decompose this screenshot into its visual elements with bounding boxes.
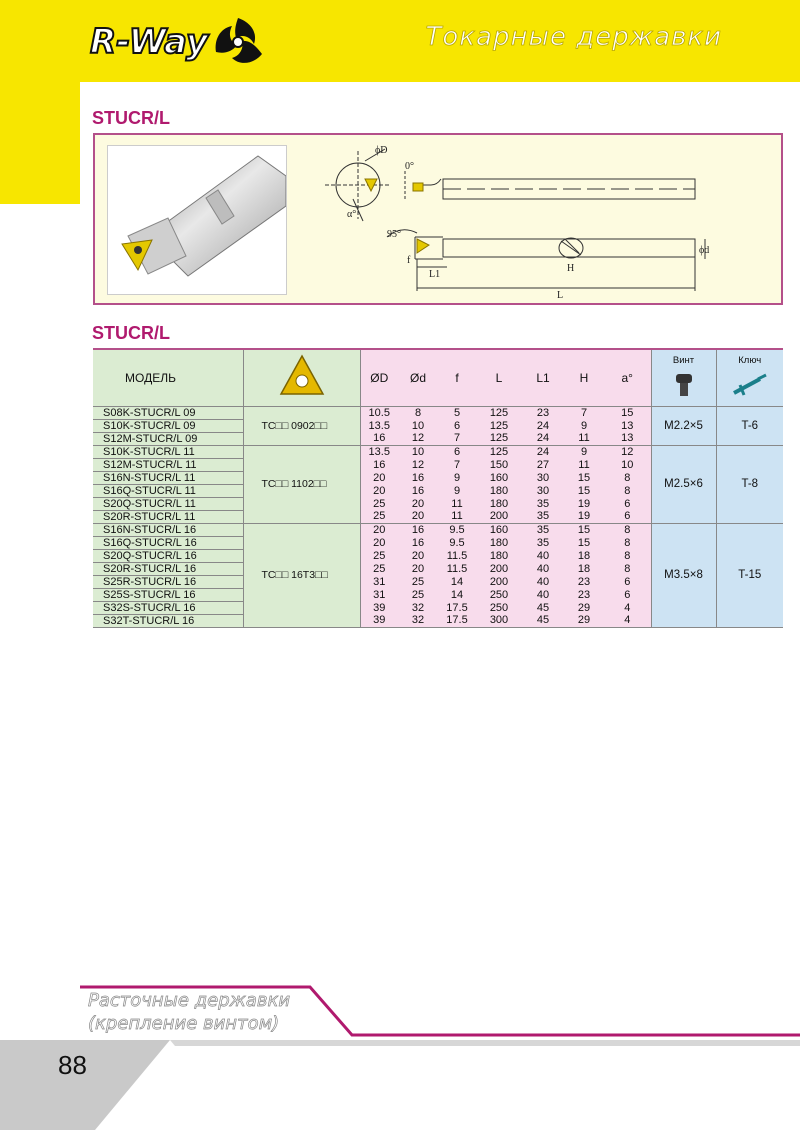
dim-cell-L1: 24: [522, 445, 564, 458]
dim-cell-f: 9: [438, 484, 476, 497]
dim-cell-a: 4: [604, 614, 651, 627]
model-cell: S12M-STUCR/L 11: [93, 458, 243, 471]
model-cell: S10K-STUCR/L 11: [93, 445, 243, 458]
dim-cell-L: 180: [476, 536, 522, 549]
screw-icon: [674, 373, 694, 397]
model-cell: S25R-STUCR/L 16: [93, 575, 243, 588]
header-f: f: [438, 349, 476, 406]
table-row: [93, 406, 783, 419]
header-insert-image: [243, 349, 360, 406]
dim-cell-a: 6: [604, 497, 651, 510]
dim-cell-f: 7: [438, 432, 476, 445]
dim-cell-f: 17.5: [438, 614, 476, 627]
dim-cell-L1: 35: [522, 510, 564, 523]
label-zero-deg: 0°: [405, 161, 414, 172]
dim-cell-D: 20: [360, 536, 398, 549]
footer-gray-band: [0, 1040, 800, 1130]
boring-bar-image: [108, 146, 286, 294]
dim-cell-L: 200: [476, 510, 522, 523]
dim-cell-H: 18: [564, 562, 604, 575]
dim-cell-L1: 35: [522, 523, 564, 536]
dim-cell-D: 39: [360, 614, 398, 627]
dim-cell-D: 25: [360, 562, 398, 575]
dim-cell-L1: 40: [522, 575, 564, 588]
dim-cell-d: 32: [398, 601, 438, 614]
dim-cell-D: 39: [360, 601, 398, 614]
dim-cell-d: 10: [398, 445, 438, 458]
dim-cell-a: 12: [604, 445, 651, 458]
header-key-label: Ключ: [738, 355, 762, 367]
dim-cell-d: 16: [398, 484, 438, 497]
label-95-deg: 95°: [387, 229, 401, 240]
dim-cell-f: 9: [438, 471, 476, 484]
label-L: L: [557, 290, 564, 301]
dim-cell-L: 250: [476, 601, 522, 614]
dim-cell-a: 13: [604, 432, 651, 445]
model-cell: S12M-STUCR/L 09: [93, 432, 243, 445]
brand-emblem-icon: [210, 14, 266, 70]
dim-cell-H: 15: [564, 536, 604, 549]
dim-cell-L1: 24: [522, 432, 564, 445]
label-L1: L1: [429, 269, 441, 280]
model-cell: S20R-STUCR/L 16: [93, 562, 243, 575]
dim-cell-a: 8: [604, 471, 651, 484]
model-cell: S20R-STUCR/L 11: [93, 510, 243, 523]
dim-cell-D: 13.5: [360, 419, 398, 432]
model-cell: S16N-STUCR/L 16: [93, 523, 243, 536]
dim-cell-a: 15: [604, 406, 651, 419]
dim-cell-a: 8: [604, 484, 651, 497]
dim-cell-L1: 40: [522, 562, 564, 575]
dim-cell-L1: 45: [522, 601, 564, 614]
header-key: [716, 349, 783, 406]
dim-cell-L: 300: [476, 614, 522, 627]
header-screw-label: Винт: [672, 355, 695, 367]
dim-cell-D: 13.5: [360, 445, 398, 458]
dim-cell-a: 8: [604, 523, 651, 536]
dim-cell-f: 14: [438, 588, 476, 601]
dim-cell-L1: 23: [522, 406, 564, 419]
dim-cell-f: 5: [438, 406, 476, 419]
dim-cell-a: 6: [604, 575, 651, 588]
header-model: МОДЕЛЬ: [93, 349, 243, 406]
spec-table: [93, 348, 783, 628]
dim-cell-a: 4: [604, 601, 651, 614]
torx-key-icon: [730, 373, 770, 397]
header-side-band: [0, 82, 80, 204]
dim-cell-f: 17.5: [438, 601, 476, 614]
dim-cell-d: 16: [398, 471, 438, 484]
dim-cell-L: 250: [476, 588, 522, 601]
dim-cell-H: 19: [564, 510, 604, 523]
header-D: ØD: [360, 349, 398, 406]
dim-cell-d: 25: [398, 588, 438, 601]
table-row: [93, 523, 783, 536]
dim-cell-D: 31: [360, 588, 398, 601]
footer-line2: (крепление винтом): [88, 1013, 280, 1034]
screw-cell: M3.5×8: [651, 523, 716, 627]
dim-cell-L: 180: [476, 497, 522, 510]
insert-icon: [279, 354, 325, 398]
dim-cell-d: 16: [398, 536, 438, 549]
dim-cell-L: 200: [476, 562, 522, 575]
header-screw: [651, 349, 716, 406]
key-cell: T-6: [716, 406, 783, 445]
header-H: H: [564, 349, 604, 406]
figure-box: [93, 133, 783, 305]
brand-logo: [90, 12, 266, 72]
dim-cell-a: 8: [604, 536, 651, 549]
dim-cell-d: 10: [398, 419, 438, 432]
label-f: f: [407, 255, 411, 266]
label-H: H: [567, 263, 575, 274]
dim-cell-L1: 35: [522, 536, 564, 549]
screw-cell: M2.2×5: [651, 406, 716, 445]
dim-cell-f: 6: [438, 445, 476, 458]
header-a: a°: [604, 349, 651, 406]
header-L1: L1: [522, 349, 564, 406]
dim-cell-d: 32: [398, 614, 438, 627]
dim-cell-H: 15: [564, 484, 604, 497]
dim-cell-f: 7: [438, 458, 476, 471]
model-cell: S16Q-STUCR/L 16: [93, 536, 243, 549]
dim-cell-d: 8: [398, 406, 438, 419]
dim-cell-L1: 40: [522, 588, 564, 601]
model-cell: S16N-STUCR/L 11: [93, 471, 243, 484]
dim-cell-H: 19: [564, 497, 604, 510]
dim-cell-L: 200: [476, 575, 522, 588]
page-number: 88: [58, 1050, 87, 1080]
dim-cell-d: 20: [398, 510, 438, 523]
model-cell: S20Q-STUCR/L 11: [93, 497, 243, 510]
table-row: [93, 445, 783, 458]
dim-cell-L: 160: [476, 471, 522, 484]
dim-cell-H: 29: [564, 601, 604, 614]
dim-cell-a: 8: [604, 562, 651, 575]
key-cell: T-8: [716, 445, 783, 523]
dim-cell-L: 125: [476, 419, 522, 432]
dim-cell-H: 23: [564, 575, 604, 588]
dim-cell-D: 10.5: [360, 406, 398, 419]
dim-cell-a: 8: [604, 549, 651, 562]
dim-cell-d: 20: [398, 562, 438, 575]
model-cell: S16Q-STUCR/L 11: [93, 484, 243, 497]
insert-cell: TC□□ 16T3□□: [243, 523, 360, 627]
brand-name: R-Way: [90, 22, 209, 62]
dim-cell-d: 20: [398, 549, 438, 562]
label-phid: ϕd: [699, 245, 710, 256]
dim-cell-D: 20: [360, 523, 398, 536]
header-L: L: [476, 349, 522, 406]
dim-cell-D: 16: [360, 458, 398, 471]
dim-cell-D: 25: [360, 497, 398, 510]
dim-cell-f: 9.5: [438, 536, 476, 549]
section-title-figure: STUCR/L: [92, 108, 170, 128]
footer-line1: Расточные державки: [88, 990, 291, 1011]
insert-cell: TC□□ 0902□□: [243, 406, 360, 445]
model-cell: S08K-STUCR/L 09: [93, 406, 243, 419]
insert-cell: TC□□ 1102□□: [243, 445, 360, 523]
dim-cell-L1: 30: [522, 484, 564, 497]
table-header-row: [93, 349, 783, 406]
dim-cell-d: 12: [398, 458, 438, 471]
label-phiD: ϕD: [375, 145, 388, 156]
dim-cell-H: 18: [564, 549, 604, 562]
dim-cell-L1: 30: [522, 471, 564, 484]
dim-cell-L: 180: [476, 484, 522, 497]
dim-cell-a: 6: [604, 588, 651, 601]
dim-cell-d: 16: [398, 523, 438, 536]
dim-cell-H: 11: [564, 432, 604, 445]
screw-cell: M2.5×6: [651, 445, 716, 523]
dim-cell-f: 9.5: [438, 523, 476, 536]
dim-cell-D: 25: [360, 549, 398, 562]
dim-cell-L1: 35: [522, 497, 564, 510]
dim-cell-f: 14: [438, 575, 476, 588]
dim-cell-L1: 27: [522, 458, 564, 471]
dim-cell-d: 25: [398, 575, 438, 588]
dim-cell-H: 11: [564, 458, 604, 471]
dim-cell-H: 15: [564, 471, 604, 484]
dim-cell-D: 31: [360, 575, 398, 588]
dim-cell-L: 125: [476, 445, 522, 458]
dim-cell-H: 15: [564, 523, 604, 536]
header-title: Токарные державки: [425, 22, 722, 52]
dim-cell-D: 16: [360, 432, 398, 445]
model-cell: S20Q-STUCR/L 16: [93, 549, 243, 562]
dim-cell-d: 20: [398, 497, 438, 510]
dim-cell-D: 20: [360, 484, 398, 497]
dim-cell-L: 125: [476, 406, 522, 419]
dim-cell-f: 11.5: [438, 549, 476, 562]
model-cell: S32S-STUCR/L 16: [93, 601, 243, 614]
dim-cell-L1: 24: [522, 419, 564, 432]
header-d: Ød: [398, 349, 438, 406]
dim-cell-H: 9: [564, 445, 604, 458]
dim-cell-D: 25: [360, 510, 398, 523]
dim-cell-f: 11: [438, 497, 476, 510]
key-cell: T-15: [716, 523, 783, 627]
label-alpha: α°: [347, 209, 357, 220]
technical-drawing: [325, 141, 715, 301]
dim-cell-f: 6: [438, 419, 476, 432]
dim-cell-H: 7: [564, 406, 604, 419]
model-cell: S25S-STUCR/L 16: [93, 588, 243, 601]
section-title-table: STUCR/L: [92, 323, 170, 343]
dim-cell-a: 13: [604, 419, 651, 432]
dim-cell-H: 29: [564, 614, 604, 627]
dim-cell-L1: 45: [522, 614, 564, 627]
model-cell: S10K-STUCR/L 09: [93, 419, 243, 432]
tool-photo: [107, 145, 287, 295]
dim-cell-a: 10: [604, 458, 651, 471]
dim-cell-a: 6: [604, 510, 651, 523]
dim-cell-f: 11: [438, 510, 476, 523]
dim-cell-L1: 40: [522, 549, 564, 562]
dim-cell-f: 11.5: [438, 562, 476, 575]
dim-cell-H: 9: [564, 419, 604, 432]
dim-cell-L: 180: [476, 549, 522, 562]
dim-cell-d: 12: [398, 432, 438, 445]
dim-cell-D: 20: [360, 471, 398, 484]
dim-cell-L: 150: [476, 458, 522, 471]
dim-cell-H: 23: [564, 588, 604, 601]
dim-cell-L: 160: [476, 523, 522, 536]
dim-cell-L: 125: [476, 432, 522, 445]
model-cell: S32T-STUCR/L 16: [93, 614, 243, 627]
